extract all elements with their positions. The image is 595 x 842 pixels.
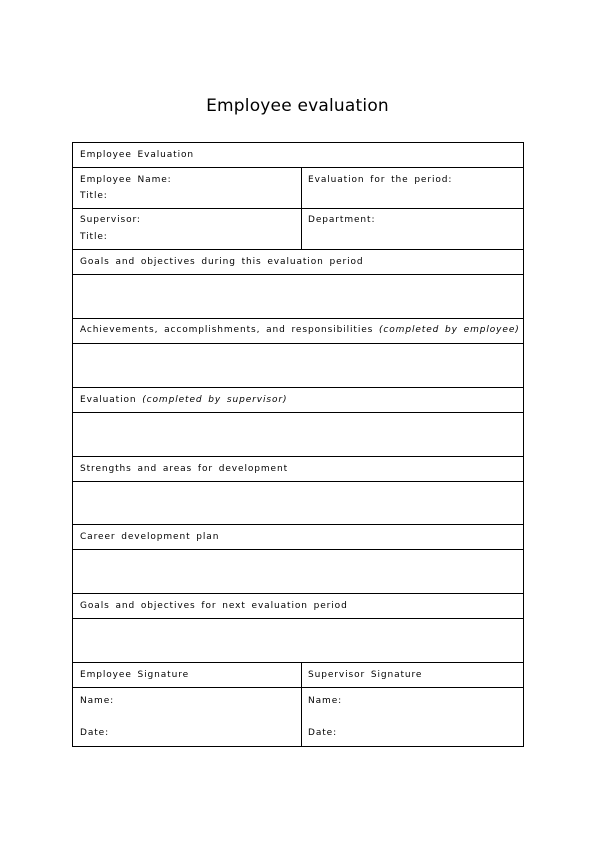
supervisor-signature-fields[interactable] <box>302 688 523 746</box>
evaluation-note: (completed by supervisor) <box>142 395 288 405</box>
supervisor-label: Supervisor: <box>80 215 141 225</box>
evaluation-form <box>72 142 524 747</box>
supervisor-signature-cell <box>302 663 523 687</box>
employee-title-label: Title: <box>80 191 108 201</box>
strengths-label: Strengths and areas for development <box>80 464 288 474</box>
evaluation-period-label: Evaluation for the period: <box>308 175 453 185</box>
career-label: Career development plan <box>80 532 220 542</box>
department-label: Department: <box>308 215 376 225</box>
supervisor-sign-name-label: Name: <box>308 696 343 706</box>
form-header-row <box>73 143 523 168</box>
supervisor-info-row <box>73 209 523 250</box>
employee-signature-cell <box>73 663 302 687</box>
employee-name-cell[interactable] <box>73 168 302 208</box>
achievements-note: (completed by employee) <box>379 325 520 335</box>
employee-sign-name-label: Name: <box>80 696 115 706</box>
employee-signature-fields[interactable] <box>73 688 302 746</box>
achievements-label: Achievements, accomplishments, and responsibilities <box>80 325 374 335</box>
achievements-header <box>73 319 523 344</box>
supervisor-sign-date-label: Date: <box>308 728 338 738</box>
goals-next-label: Goals and objectives for next evaluation period <box>80 601 348 611</box>
evaluation-period-cell[interactable] <box>302 168 523 208</box>
employee-sign-date-label: Date: <box>80 728 110 738</box>
signature-fields-row <box>73 688 523 746</box>
evaluation-label: Evaluation <box>80 395 137 405</box>
achievements-heading <box>80 325 520 335</box>
department-cell[interactable] <box>302 209 523 249</box>
strengths-header <box>73 457 523 482</box>
employee-signature-label: Employee Signature <box>80 670 190 680</box>
goals-next-field[interactable] <box>73 619 523 663</box>
strengths-field[interactable] <box>73 482 523 525</box>
supervisor-signature-label: Supervisor Signature <box>308 670 423 680</box>
goals-current-header <box>73 250 523 275</box>
employee-name-label: Employee Name: <box>80 175 172 185</box>
career-field[interactable] <box>73 550 523 594</box>
goals-current-field[interactable] <box>73 275 523 319</box>
form-header-label: Employee Evaluation <box>80 150 195 160</box>
achievements-field[interactable] <box>73 344 523 388</box>
goals-current-label: Goals and objectives during this evaluation period <box>80 257 364 267</box>
evaluation-header <box>73 388 523 413</box>
career-header <box>73 525 523 550</box>
supervisor-cell[interactable] <box>73 209 302 249</box>
signature-header-row <box>73 663 523 688</box>
employee-info-row <box>73 168 523 209</box>
supervisor-title-label: Title: <box>80 232 108 242</box>
evaluation-field[interactable] <box>73 413 523 457</box>
evaluation-heading <box>80 395 287 405</box>
document-title: Employee evaluation <box>206 96 389 116</box>
goals-next-header <box>73 594 523 619</box>
